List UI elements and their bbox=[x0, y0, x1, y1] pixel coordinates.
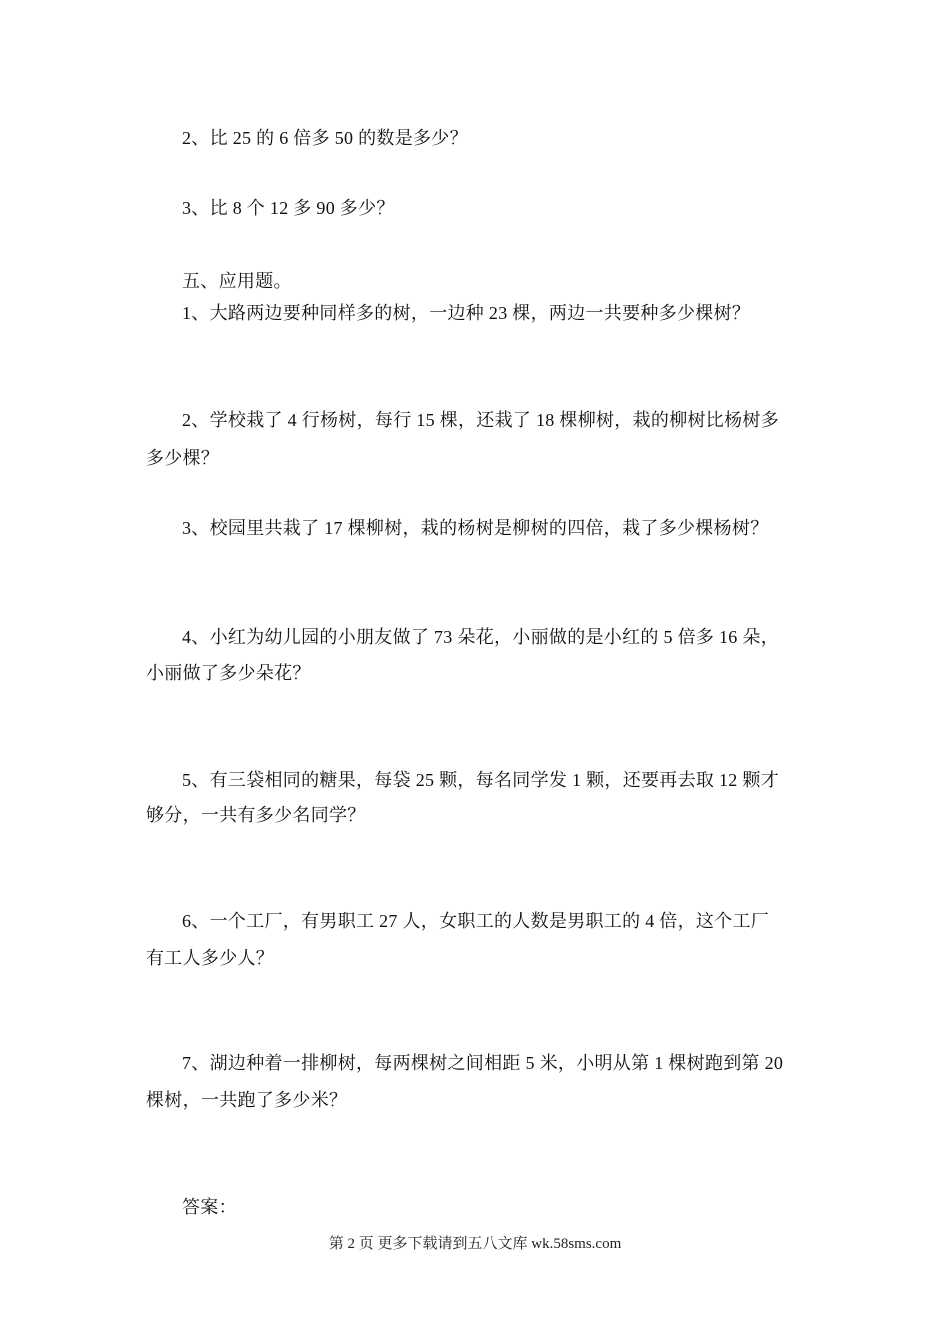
problem-5-line-1: 5、有三袋相同的糖果，每袋 25 颗，每名同学发 1 颗，还要再去取 12 颗才 bbox=[182, 770, 779, 790]
problem-2-line-1: 2、学校栽了 4 行杨树，每行 15 棵，还栽了 18 棵柳树，栽的柳树比杨树多 bbox=[182, 410, 779, 430]
section-5-heading: 五、应用题。 bbox=[182, 271, 292, 291]
page-footer: 第 2 页 更多下载请到五八文库 wk.58sms.com bbox=[328, 1236, 622, 1252]
problem-4-line-1: 4、小红为幼儿园的小朋友做了 73 朵花，小丽做的是小红的 5 倍多 16 朵， bbox=[182, 627, 779, 647]
problem-6-line-2: 有工人多少人？ bbox=[146, 948, 275, 968]
problem-1: 1、大路两边要种同样多的树，一边种 23 棵，两边一共要种多少棵树？ bbox=[182, 303, 751, 323]
question-4-3: 3、比 8 个 12 多 90 多少？ bbox=[182, 198, 395, 218]
problem-6-line-1: 6、一个工厂，有男职工 27 人，女职工的人数是男职工的 4 倍，这个工厂 bbox=[182, 911, 770, 931]
problem-5-line-2: 够分，一共有多少名同学？ bbox=[146, 805, 366, 825]
problem-7-line-1: 7、湖边种着一排柳树，每两棵树之间相距 5 米，小明从第 1 棵树跑到第 20 bbox=[182, 1053, 784, 1073]
question-4-2: 2、比 25 的 6 倍多 50 的数是多少？ bbox=[182, 128, 468, 148]
problem-4-line-2: 小丽做了多少朵花？ bbox=[146, 663, 311, 683]
problem-2-line-2: 多少棵？ bbox=[146, 448, 220, 468]
problem-7-line-2: 棵树，一共跑了多少米？ bbox=[146, 1090, 348, 1110]
problem-3: 3、校园里共栽了 17 棵柳树，栽的杨树是柳树的四倍，栽了多少棵杨树？ bbox=[182, 518, 769, 538]
answers-heading: 答案： bbox=[182, 1197, 237, 1217]
